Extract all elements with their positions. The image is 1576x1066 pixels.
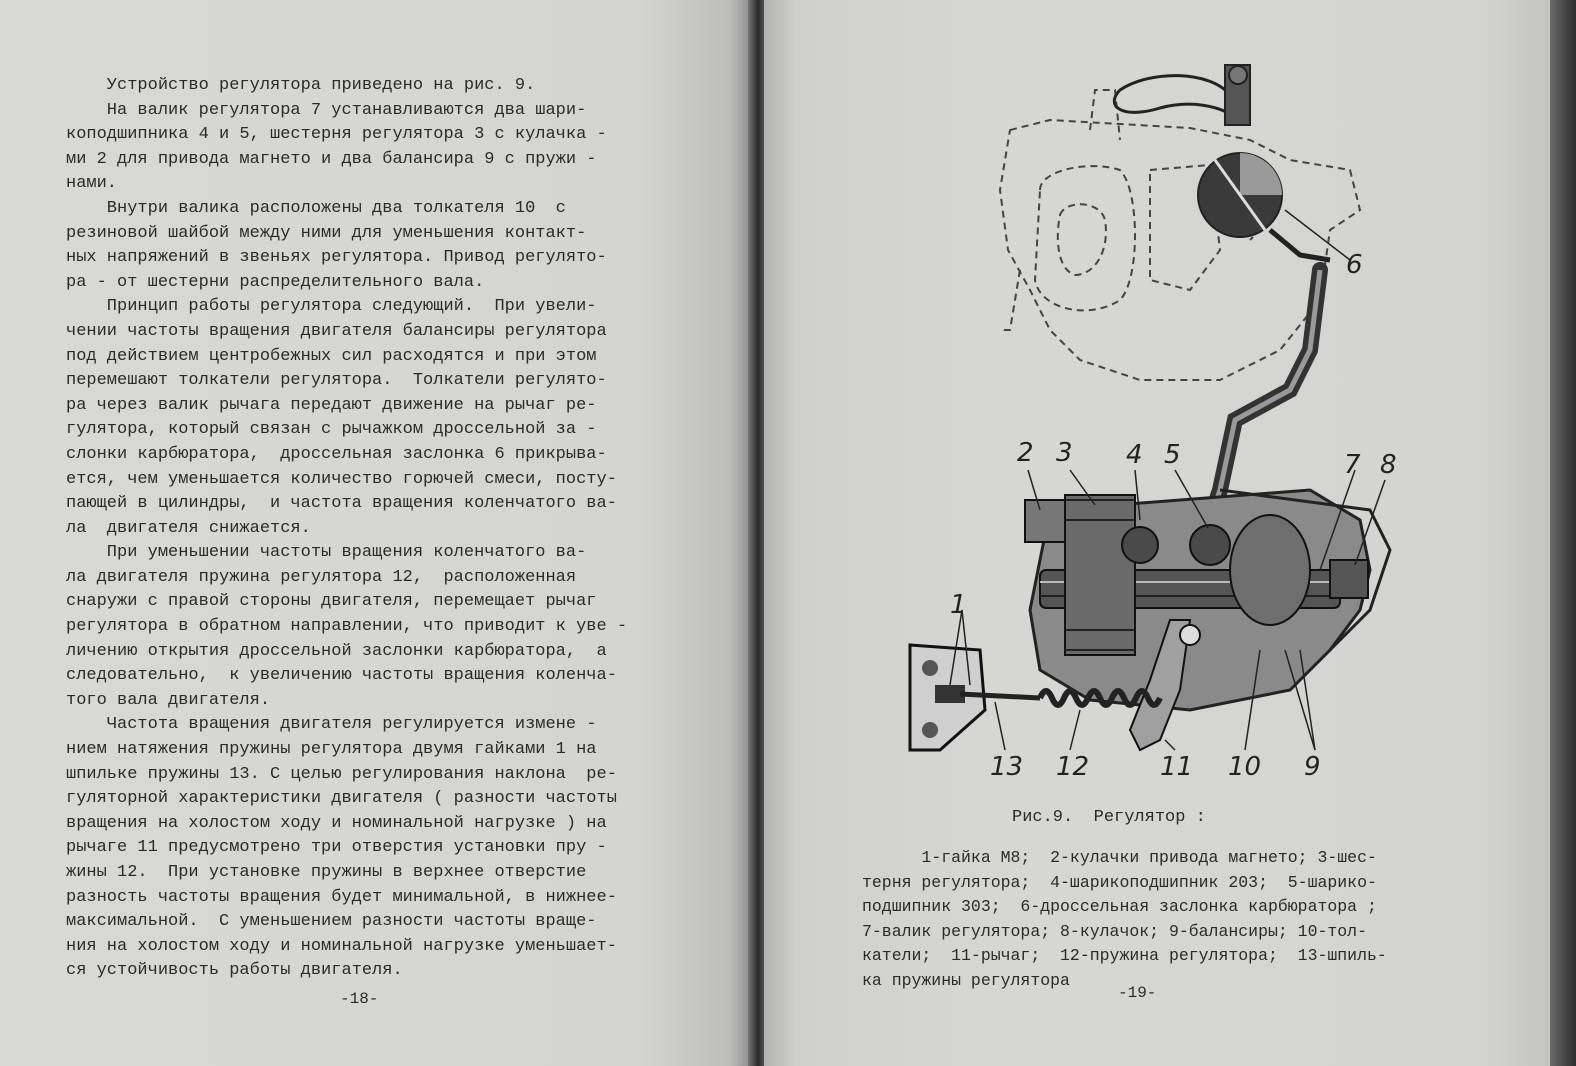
- text-line: пающей в цилиндры, и частота вращения коленчатого ва-: [66, 494, 617, 514]
- figure-label: 5: [1164, 440, 1181, 470]
- figure-caption-title: Рис.9. Регулятор :: [1012, 808, 1206, 827]
- text-line: того вала двигателя.: [66, 690, 271, 710]
- text-line: ния на холостом ходу и номинальной нагрузке уменьшает-: [66, 936, 617, 956]
- text-line: чении частоты вращения двигателя балансиры регулятора: [66, 321, 607, 341]
- text-line: гуляторной характеристики двигателя ( разности частоты: [66, 789, 617, 809]
- text-line: гулятора, который связан с рычажком дроссельной за -: [66, 420, 597, 440]
- figure-label: 4: [1126, 440, 1143, 470]
- left-page-text: [66, 74, 676, 984]
- regulator-drawing: [890, 50, 1450, 790]
- text-line: резиновой шайбой между ними для уменьшения контакт-: [66, 223, 587, 243]
- text-line: жины 12. При установке пружины в верхнее отверстие: [66, 863, 587, 882]
- figure-label: 1: [950, 590, 967, 620]
- text-line: нами.: [66, 174, 118, 194]
- regulator-figure: [890, 50, 1450, 790]
- figure-label: 10: [1228, 752, 1262, 782]
- legend-line: катели; 11-рычаг; 12-пружина регулятора; 13-шпиль-: [862, 946, 1387, 965]
- text-line: слонки карбюратора, дроссельная заслонка 6 прикрыва-: [66, 444, 607, 464]
- text-line: ла двигателя пружина регулятора 12, расположенная: [66, 567, 577, 587]
- text-line: под действием центробежных сил расходятся и при этом: [66, 346, 597, 366]
- text-line: ных напряжений в звеньях регулятора. Привод регулято-: [66, 248, 607, 268]
- figure-label: 3: [1056, 438, 1073, 468]
- text-line: нием натяжения пружины регулятора двумя гайками 1 на: [66, 740, 597, 760]
- text-line: ла двигателя снижается.: [66, 518, 311, 538]
- figure-label: 7: [1344, 450, 1361, 480]
- page-number-left: -18-: [340, 990, 379, 1008]
- figure-label: 8: [1380, 450, 1397, 480]
- text-line: рычаге 11 предусмотрено три отверстия установки пру -: [66, 838, 607, 858]
- text-line: разность частоты вращения будет минимальной, в нижнее-: [66, 887, 617, 907]
- text-line: шпильке пружины 13. С целью регулирования наклона ре-: [66, 764, 617, 784]
- text-line: личению открытия дроссельной заслонки карбюратора, а: [66, 641, 607, 661]
- figure-label: 6: [1346, 250, 1363, 280]
- figure-label: 13: [990, 752, 1024, 782]
- page-edge: [1550, 0, 1576, 1066]
- text-line: Устройство регулятора приведено на рис. 9.: [66, 76, 536, 95]
- figure-label: 12: [1056, 752, 1090, 782]
- text-line: ра через валик рычага передают движение на рычаг ре-: [66, 395, 597, 415]
- text-line: На валик регулятора 7 устанавливаются два шари-: [66, 100, 587, 120]
- text-line: Частота вращения двигателя регулируется измене -: [66, 715, 597, 735]
- text-line: ми 2 для привода магнето и два балансира 9 с пружи -: [66, 149, 597, 169]
- figure-label: 11: [1160, 752, 1194, 782]
- text-line: коподшипника 4 и 5, шестерня регулятора 3 с кулачка -: [66, 125, 607, 145]
- text-line: максимальной. С уменьшением разности частоты враще-: [66, 912, 597, 932]
- text-line: ра - от шестерни распределительного вала.: [66, 272, 485, 292]
- legend-line: ка пружины регулятора: [862, 970, 1070, 990]
- figure-legend: [862, 846, 1482, 993]
- text-line: перемешают толкатели регулятора. Толкатели регулято-: [66, 371, 607, 391]
- legend-line: 1-гайка М8; 2-кулачки привода магнето; 3-шес-: [862, 848, 1377, 867]
- text-line: снаружи с правой стороны двигателя, перемещает рычаг: [66, 592, 597, 612]
- text-line: регулятора в обратном направлении, что приводит к уве -: [66, 617, 628, 637]
- text-line: Внутри валика расположены два толкателя 10 с: [66, 198, 566, 218]
- text-line: вращения на холостом ходу и номинальной нагрузке ) на: [66, 813, 607, 833]
- text-line: ся устойчивость работы двигателя.: [66, 961, 403, 981]
- text-line: При уменьшении частоты вращения коленчатого ва-: [66, 543, 587, 563]
- legend-line: 7-валик регулятора; 8-кулачок; 9-балансиры; 10-тол-: [862, 921, 1367, 941]
- page-number-right: -19-: [1118, 984, 1157, 1002]
- text-line: следовательно, к увеличению частоты вращения коленча-: [66, 666, 617, 686]
- legend-line: подшипник 303; 6-дроссельная заслонка карбюратора ;: [862, 897, 1377, 916]
- text-line: Принцип работы регулятора следующий. При увели-: [66, 297, 597, 317]
- figure-label: 2: [1017, 438, 1034, 468]
- figure-label: 9: [1304, 752, 1321, 782]
- legend-line: терня регулятора; 4-шарикоподшипник 203; 5-шарико-: [862, 872, 1377, 892]
- text-line: ется, чем уменьшается количество горючей смеси, посту-: [66, 469, 617, 489]
